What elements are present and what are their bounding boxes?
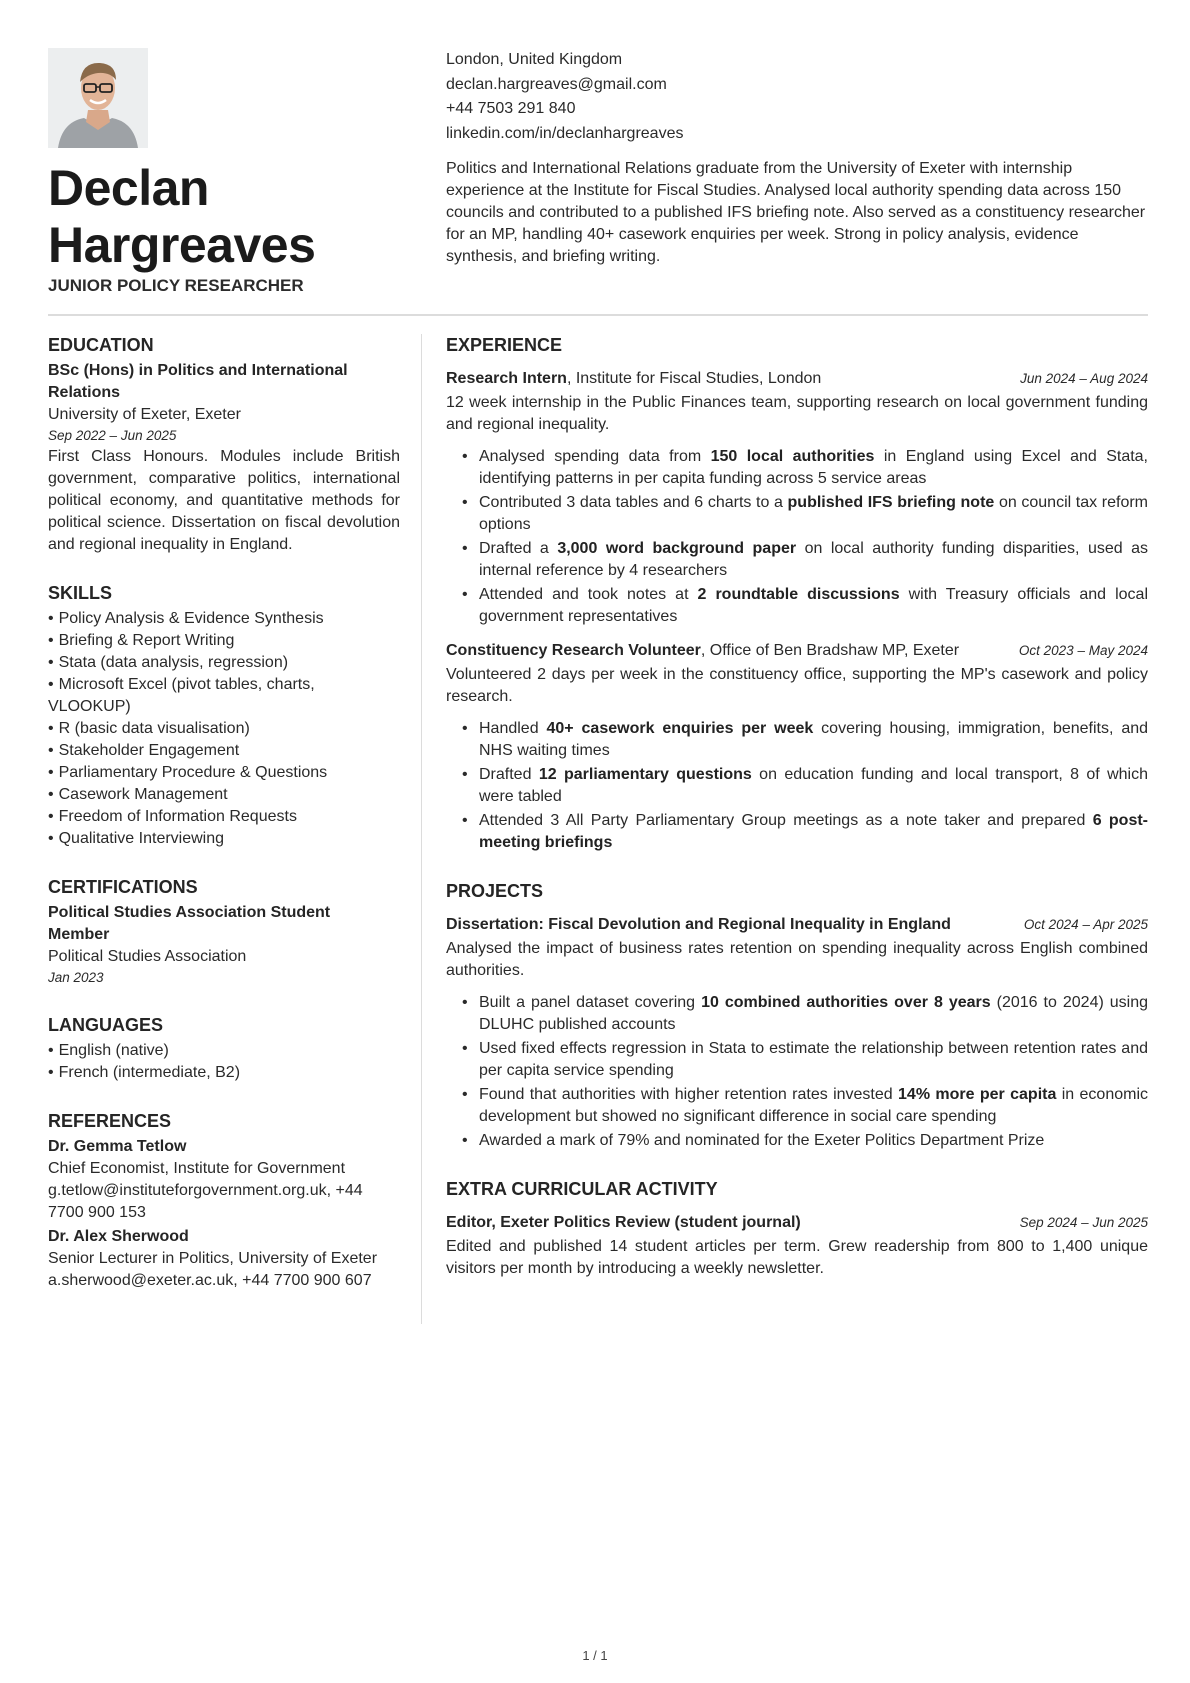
achievement-item: • Contributed 3 data tables and 6 charts to a published IFS briefing note on council tax reform options <box>462 492 1148 536</box>
reference-contact: a.sherwood@exeter.ac.uk, +44 7700 900 607 <box>48 1272 372 1289</box>
degree-title: BSc (Hons) in Politics and International Relations <box>48 362 348 401</box>
achievement-item: • Handled 40+ casework enquiries per week covering housing, immigration, benefits, and NHS waiting times <box>462 718 1148 762</box>
achievement-item: • Used fixed effects regression in Stata to estimate the relationship between retention rates and per capita service spending <box>462 1038 1148 1082</box>
role-title: Research Intern <box>446 370 567 387</box>
section-heading: EXPERIENCE <box>446 335 563 355</box>
reference-name: Dr. Alex Sherwood <box>48 1228 189 1245</box>
last-name: Hargreaves <box>48 217 316 273</box>
email-link[interactable]: declan.hargreaves@gmail.com <box>446 75 667 93</box>
skill-item: • Qualitative Interviewing <box>48 828 400 850</box>
education-description: First Class Honours. Modules include British government, comparative politics, international political economy, and quantitative methods for political science. Dissertation on fiscal devolution and regional inequality in England. <box>48 448 400 553</box>
role-line <box>446 640 959 662</box>
section-heading: LANGUAGES <box>48 1015 164 1035</box>
skill-item: • Stata (data analysis, regression) <box>48 652 400 674</box>
entry-header <box>446 368 1148 390</box>
experience-entry <box>446 640 1148 854</box>
location: London, United Kingdom <box>446 51 623 68</box>
activity-entry <box>446 1212 1148 1280</box>
certification-name: Political Studies Association Student Member <box>48 904 331 943</box>
organization: , Office of Ben Bradshaw MP, Exeter <box>700 642 960 659</box>
language-item: • English (native) <box>48 1040 400 1062</box>
entry-dates: Jun 2024 – Aug 2024 <box>1020 371 1148 386</box>
profile-photo <box>48 48 148 148</box>
achievement-item: • Built a panel dataset covering 10 combined authorities over 8 years (2016 to 2024) using DLUHC published accounts <box>462 992 1148 1036</box>
experience-entry <box>446 368 1148 628</box>
skills-section <box>48 582 400 850</box>
achievement-list <box>446 446 1148 628</box>
entry-header <box>446 914 1148 936</box>
languages-list <box>48 1040 400 1084</box>
achievement-item: • Attended 3 All Party Parliamentary Group meetings as a note taker and prepared 6 post-meeting briefings <box>462 810 1148 854</box>
projects-section <box>446 880 1148 1152</box>
skill-item: • Stakeholder Engagement <box>48 740 400 762</box>
achievement-item: • Drafted 12 parliamentary questions on education funding and local transport, 8 of which were tabled <box>462 764 1148 808</box>
linkedin-link[interactable]: linkedin.com/in/declanhargreaves <box>446 124 684 142</box>
reference-role: Senior Lecturer in Politics, University of Exeter <box>48 1250 378 1267</box>
reference-name: Dr. Gemma Tetlow <box>48 1138 187 1155</box>
first-name: Declan <box>48 160 209 216</box>
section-heading: SKILLS <box>48 583 113 603</box>
entry-header <box>446 1212 1148 1234</box>
page-indicator: 1 / 1 <box>582 1648 608 1663</box>
entry-description: Analysed the impact of business rates retention on spending inequality across English combined authorities. <box>446 940 1148 979</box>
achievement-list <box>446 992 1148 1152</box>
language-item: • French (intermediate, B2) <box>48 1062 400 1084</box>
section-heading: EXTRA CURRICULAR ACTIVITY <box>446 1179 718 1199</box>
achievement-item: • Analysed spending data from 150 local authorities in England using Excel and Stata, identifying patterns in per capita funding across 5 service areas <box>462 446 1148 490</box>
entry-description: Edited and published 14 student articles per term. Grew readership from 800 to 1,400 unique visitors per month by introducing a weekly newsletter. <box>446 1238 1148 1277</box>
skill-item: • Policy Analysis & Evidence Synthesis <box>48 608 400 630</box>
entry-description: Volunteered 2 days per week in the constituency office, supporting the MP's casework and policy research. <box>446 666 1148 705</box>
entry-dates: Sep 2024 – Jun 2025 <box>1019 1215 1148 1230</box>
column-divider <box>421 334 422 1324</box>
achievement-item: • Found that authorities with higher retention rates invested 14% more per capita in economic development but showed no significant difference in social care spending <box>462 1084 1148 1128</box>
header-divider <box>48 314 1148 316</box>
left-column <box>48 334 400 1318</box>
activity-title: Editor, Exeter Politics Review (student journal) <box>446 1214 801 1231</box>
skill-item: • Parliamentary Procedure & Questions <box>48 762 400 784</box>
skill-item: • Microsoft Excel (pivot tables, charts, VLOOKUP) <box>48 674 400 718</box>
entry-dates: Oct 2023 – May 2024 <box>1018 643 1148 658</box>
certification-date: Jan 2023 <box>48 970 104 985</box>
role-line <box>446 368 821 390</box>
entry-header <box>446 640 1148 662</box>
project-title: Dissertation: Fiscal Devolution and Regional Inequality in England <box>446 916 951 933</box>
right-column <box>446 334 1148 1306</box>
contact-info <box>446 48 683 146</box>
skill-item: • R (basic data visualisation) <box>48 718 400 740</box>
skill-item: • Casework Management <box>48 784 400 806</box>
achievement-item: • Drafted a 3,000 word background paper on local authority funding disparities, used as internal reference by 4 researchers <box>462 538 1148 582</box>
reference-role: Chief Economist, Institute for Government <box>48 1160 346 1177</box>
certifications-section <box>48 876 400 988</box>
section-heading: EDUCATION <box>48 335 154 355</box>
role-title: Constituency Research Volunteer <box>446 642 701 659</box>
project-entry <box>446 914 1148 1152</box>
extracurricular-section <box>446 1178 1148 1280</box>
candidate-name <box>48 160 388 274</box>
section-heading: REFERENCES <box>48 1111 172 1131</box>
skill-item: • Freedom of Information Requests <box>48 806 400 828</box>
achievement-item: • Attended and took notes at 2 roundtable discussions with Treasury officials and local government representatives <box>462 584 1148 628</box>
reference-contact: g.tetlow@instituteforgovernment.org.uk, +44 7700 900 153 <box>48 1182 363 1221</box>
languages-section <box>48 1014 400 1084</box>
section-heading: CERTIFICATIONS <box>48 877 198 897</box>
achievement-item: • Awarded a mark of 79% and nominated for the Exeter Politics Department Prize <box>462 1130 1148 1152</box>
professional-summary: Politics and International Relations graduate from the University of Exeter with internship experience at the Institute for Fiscal Studies. Analysed local authority spending data across 150 councils and contributed to a published IFS briefing note. Also served as a constituency researcher for an MP, handling 40+ casework enquiries per week. Strong in policy analysis, evidence synthesis, and briefing writing. <box>446 160 1146 265</box>
education-section <box>48 334 400 556</box>
section-heading: PROJECTS <box>446 881 544 901</box>
skills-list <box>48 608 400 850</box>
education-dates: Sep 2022 – Jun 2025 <box>48 428 177 443</box>
certification-issuer: Political Studies Association <box>48 948 247 965</box>
achievement-list <box>446 718 1148 854</box>
experience-section <box>446 334 1148 854</box>
phone-number: +44 7503 291 840 <box>446 100 576 117</box>
skill-item: • Briefing & Report Writing <box>48 630 400 652</box>
job-title: JUNIOR POLICY RESEARCHER <box>48 276 304 295</box>
entry-description: 12 week internship in the Public Finances team, supporting research on local government funding and regional inequality. <box>446 394 1148 433</box>
person-photo-icon <box>48 48 148 148</box>
entry-dates: Oct 2024 – Apr 2025 <box>1023 917 1148 932</box>
organization: , Institute for Fiscal Studies, London <box>566 370 822 387</box>
institution: University of Exeter, Exeter <box>48 406 241 423</box>
references-section <box>48 1110 400 1292</box>
